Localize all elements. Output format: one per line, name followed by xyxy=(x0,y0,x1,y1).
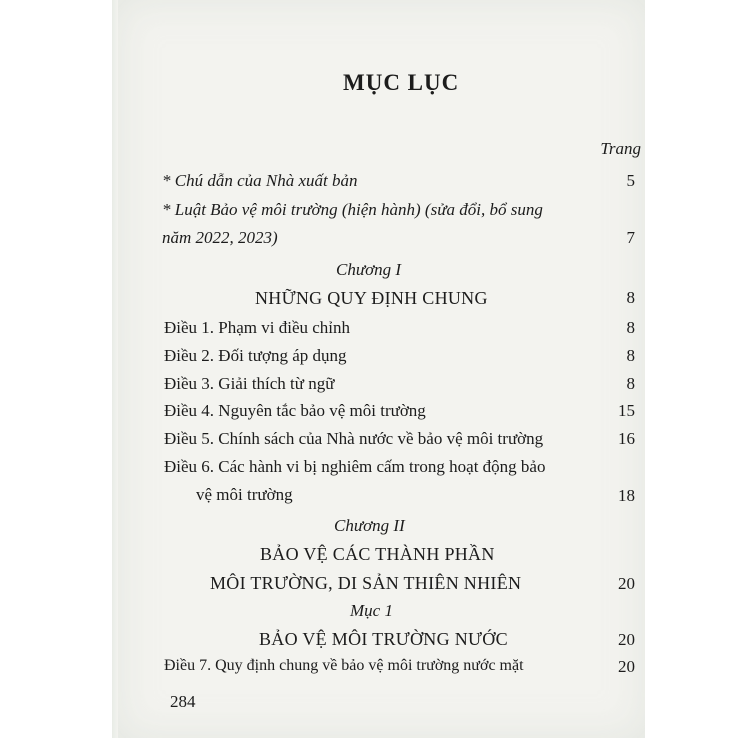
toc-entry-preface-page: 5 xyxy=(626,171,635,190)
article-1-page: 8 xyxy=(626,318,635,337)
article-1: Điều 1. Phạm vi điều chỉnh xyxy=(164,318,351,337)
page-number: 284 xyxy=(170,692,196,711)
chapter1-page: 8 xyxy=(626,288,635,307)
article-3-page: 8 xyxy=(626,374,635,393)
article-2: Điều 2. Đối tượng áp dụng xyxy=(164,346,347,365)
article-2-page: 8 xyxy=(626,346,635,365)
article-5: Điều 5. Chính sách của Nhà nước về bảo vệ môi trường xyxy=(164,429,544,448)
chapter2-label: Chương II xyxy=(334,516,405,535)
article-5-page: 16 xyxy=(618,429,635,448)
section1-label: Mục 1 xyxy=(350,601,393,620)
article-4-page: 15 xyxy=(618,401,635,420)
article-3: Điều 3. Giải thích từ ngữ xyxy=(164,374,335,393)
article-6-line1: Điều 6. Các hành vi bị nghiêm cấm trong hoạt động bảo xyxy=(164,457,546,476)
article-4: Điều 4. Nguyên tắc bảo vệ môi trường xyxy=(164,401,426,420)
toc-entry-preface: * Chú dẫn của Nhà xuất bản xyxy=(162,171,358,190)
toc-entry-law-line2: năm 2022, 2023) xyxy=(162,228,278,247)
chapter2-page: 20 xyxy=(618,574,635,593)
toc-entry-law-page: 7 xyxy=(626,228,635,247)
section1-page: 20 xyxy=(618,630,635,649)
article-7-page: 20 xyxy=(618,657,635,676)
article-6-page: 18 xyxy=(618,486,635,505)
section1-title: BẢO VỆ MÔI TRƯỜNG NƯỚC xyxy=(259,629,508,649)
article-7: Điều 7. Quy định chung về bảo vệ môi trường nước mặt xyxy=(164,657,524,674)
chapter2-title-line2: MÔI TRƯỜNG, DI SẢN THIÊN NHIÊN xyxy=(210,573,522,593)
article-6-line2: vệ môi trường xyxy=(196,485,293,504)
chapter2-title-line1: BẢO VỆ CÁC THÀNH PHẦN xyxy=(260,544,495,564)
toc-entry-law-line1: * Luật Bảo vệ môi trường (hiện hành) (sửa đổi, bổ sung xyxy=(162,200,543,219)
chapter1-title: NHỮNG QUY ĐỊNH CHUNG xyxy=(255,288,488,308)
toc-title: MỤC LỤC xyxy=(343,70,460,95)
page-column-label: Trang xyxy=(600,139,641,158)
book-page xyxy=(118,0,645,738)
chapter1-label: Chương I xyxy=(336,260,402,279)
